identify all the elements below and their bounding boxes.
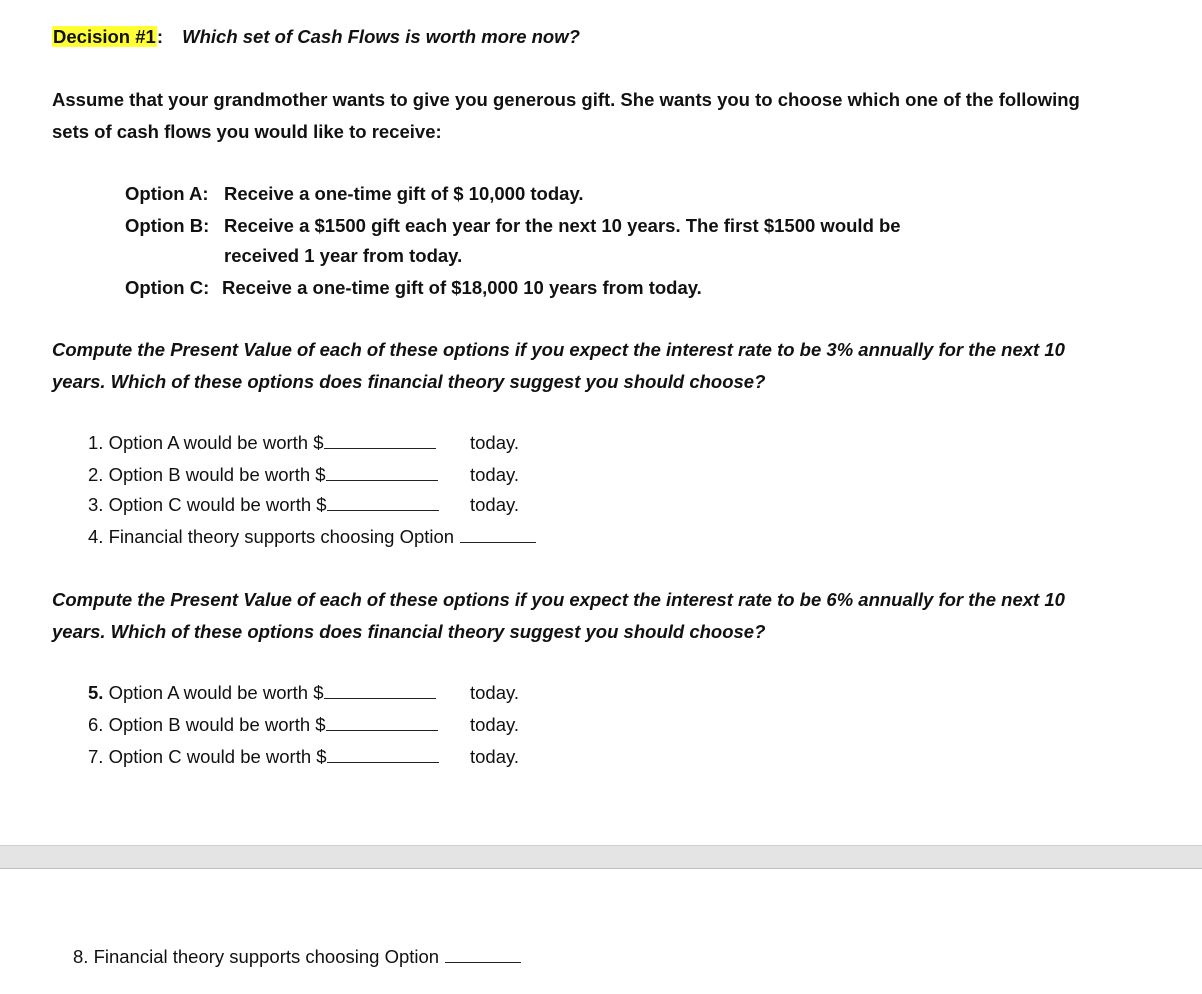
question-2-today: today. bbox=[470, 464, 520, 485]
question-6-blank bbox=[326, 729, 438, 731]
question-6-text: 6. Option B would be worth $ bbox=[88, 714, 326, 735]
question-5-blank bbox=[324, 697, 436, 699]
question-7 bbox=[88, 746, 439, 768]
question-2 bbox=[88, 464, 438, 486]
question-6-today: today. bbox=[470, 714, 520, 735]
question-5 bbox=[88, 682, 436, 704]
question-5-number: 5. bbox=[88, 682, 104, 703]
section2-prompt-line-2: years. Which of these options does financial theory suggest you should choose? bbox=[52, 621, 766, 642]
question-1 bbox=[88, 432, 436, 454]
option-b-text-1: Receive a $1500 gift each year for the next 10 years. The first $1500 would be bbox=[224, 215, 901, 236]
question-3 bbox=[88, 494, 439, 516]
question-5-text: Option A would be worth $ bbox=[103, 682, 324, 703]
question-8-text: 8. Financial theory supports choosing Option bbox=[73, 946, 440, 967]
question-7-today: today. bbox=[470, 746, 520, 767]
section1-prompt-line-2: years. Which of these options does financial theory suggest you should choose? bbox=[52, 371, 766, 392]
question-4-text: 4. Financial theory supports choosing Option bbox=[88, 526, 455, 547]
decision-heading bbox=[52, 26, 580, 48]
option-b-text-2: received 1 year from today. bbox=[224, 245, 463, 266]
option-c-text: Receive a one-time gift of $18,000 10 years from today. bbox=[222, 277, 702, 298]
question-4-blank bbox=[460, 541, 536, 543]
question-7-blank bbox=[327, 761, 439, 763]
question-1-blank bbox=[324, 447, 436, 449]
decision-question: Which set of Cash Flows is worth more now? bbox=[182, 26, 580, 47]
option-b-label: Option B: bbox=[125, 215, 210, 236]
question-2-blank bbox=[326, 479, 438, 481]
question-2-text: 2. Option B would be worth $ bbox=[88, 464, 326, 485]
option-a-text: Receive a one-time gift of $ 10,000 today. bbox=[224, 183, 584, 204]
intro-line-1: Assume that your grandmother wants to give you generous gift. She wants you to choose which one of the following bbox=[52, 89, 1080, 110]
option-a-label: Option A: bbox=[125, 183, 209, 204]
intro-line-2: sets of cash flows you would like to receive: bbox=[52, 121, 442, 142]
section2-prompt-line-1: Compute the Present Value of each of these options if you expect the interest rate to be 6% annually for the next 10 bbox=[52, 589, 1065, 610]
question-5-today: today. bbox=[470, 682, 520, 703]
decision-label: Decision #1 bbox=[53, 26, 156, 47]
question-8 bbox=[73, 946, 521, 968]
question-7-text: 7. Option C would be worth $ bbox=[88, 746, 327, 767]
question-4 bbox=[88, 526, 536, 548]
option-c-label: Option C: bbox=[125, 277, 210, 298]
question-1-text: 1. Option A would be worth $ bbox=[88, 432, 324, 453]
question-8-blank bbox=[445, 961, 521, 963]
question-3-text: 3. Option C would be worth $ bbox=[88, 494, 327, 515]
section1-prompt-line-1: Compute the Present Value of each of these options if you expect the interest rate to be 3% annually for the next 10 bbox=[52, 339, 1065, 360]
question-1-today: today. bbox=[470, 432, 520, 453]
decision-colon: : bbox=[156, 26, 163, 47]
question-3-today: today. bbox=[470, 494, 520, 515]
question-6 bbox=[88, 714, 438, 736]
page-separator bbox=[0, 845, 1202, 869]
question-3-blank bbox=[327, 509, 439, 511]
